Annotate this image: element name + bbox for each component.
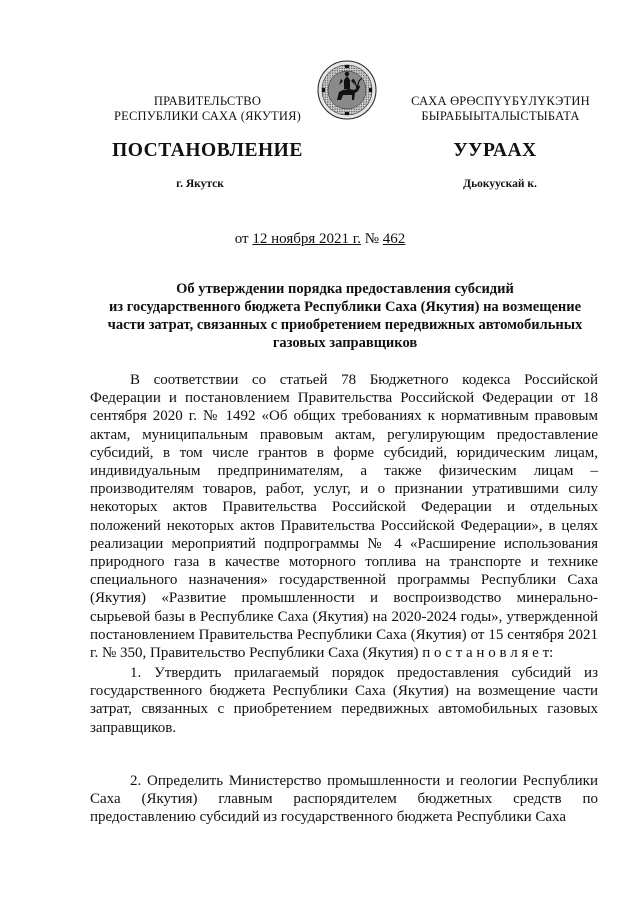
heading-line-1: Об утверждении порядка предоставления субсидий [176, 281, 514, 297]
document-date: 12 ноября 2021 г. [252, 231, 361, 247]
heading-line-3: части затрат, связанных с приобретением передвижных автомобильных [107, 317, 583, 333]
document-heading [90, 280, 600, 352]
document-number: 462 [382, 231, 406, 247]
coat-of-arms-icon [317, 60, 377, 120]
document-type-ru: ПОСТАНОВЛЕНИЕ [112, 140, 303, 161]
gov-sakha-line-1: САХА ӨРӨСПҮҮБҮЛҮКЭТИН [411, 94, 590, 108]
number-sign: № [360, 231, 383, 247]
date-and-number [0, 231, 640, 248]
government-name-sakha [393, 94, 608, 124]
document-type-sakha: УУРААХ [453, 140, 537, 161]
gov-line-1: ПРАВИТЕЛЬСТВО [153, 94, 262, 108]
gov-sakha-line-2: БЫРАБЫЫТАЛЫСТЫБАТА [421, 109, 580, 123]
clause-2-paragraph: 2. Определить Министерство промышленности и геологии Республики Саха (Якутия) главным распорядителем бюджетных средств по предоставлению субсидий из государственного бюджета Республики Саха [90, 773, 598, 826]
heading-line-4: газовых заправщиков [272, 335, 418, 351]
gov-line-2: РЕСПУБЛИКИ САХА (ЯКУТИЯ) [114, 109, 301, 123]
heading-line-2: из государственного бюджета Республики Саха (Якутия) на возмещение [108, 299, 582, 315]
government-name-ru [100, 94, 315, 124]
city-sakha: Дьокуускай к. [463, 178, 537, 190]
city-ru: г. Якутск [176, 178, 224, 190]
preamble-paragraph: В соответствии со статьей 78 Бюджетного кодекса Российской Федерации и постановлением Правительства Российской Федерации от 18 сентября 2020 г. № 1492 «Об общих требованиях к нормативным правовым актам, муниципальным правовым актам, регулирующим предоставление субсидий, в том числе грантов в форме субсидий, юридическим лицам, индивидуальным предпринимателям, а также физическим лицам – производителям товаров, работ, услуг, и о признании утратившими силу некоторых актов Правительства Российской Федерации и отдельных положений некоторых актов Правительства Российской Федерации», в целях реализации мероприятий подпрограммы № 4 «Расширение использования природного газа в качестве моторного топлива на транспорте и технике специального назначения» государственной программы Республики Саха (Якутия) «Развитие промышленности и воспроизводство минерально-сырьевой базы в Республике Саха (Якутия) на 2020-2024 годы», утвержденной постановлением Правительства Республики Саха (Якутия) от 15 сентября 2021 г. № 350, Правительство Республики Саха (Якутия) п о с т а н о в л я е т: [90, 372, 598, 662]
date-prefix: от [234, 231, 253, 247]
clause-1-paragraph: 1. Утвердить прилагаемый порядок предоставления субсидий из государственного бюджета Республики Саха (Якутия) на возмещение части затрат, связанных с приобретением передвижных автомобильных газовых заправщиков. [90, 665, 598, 736]
